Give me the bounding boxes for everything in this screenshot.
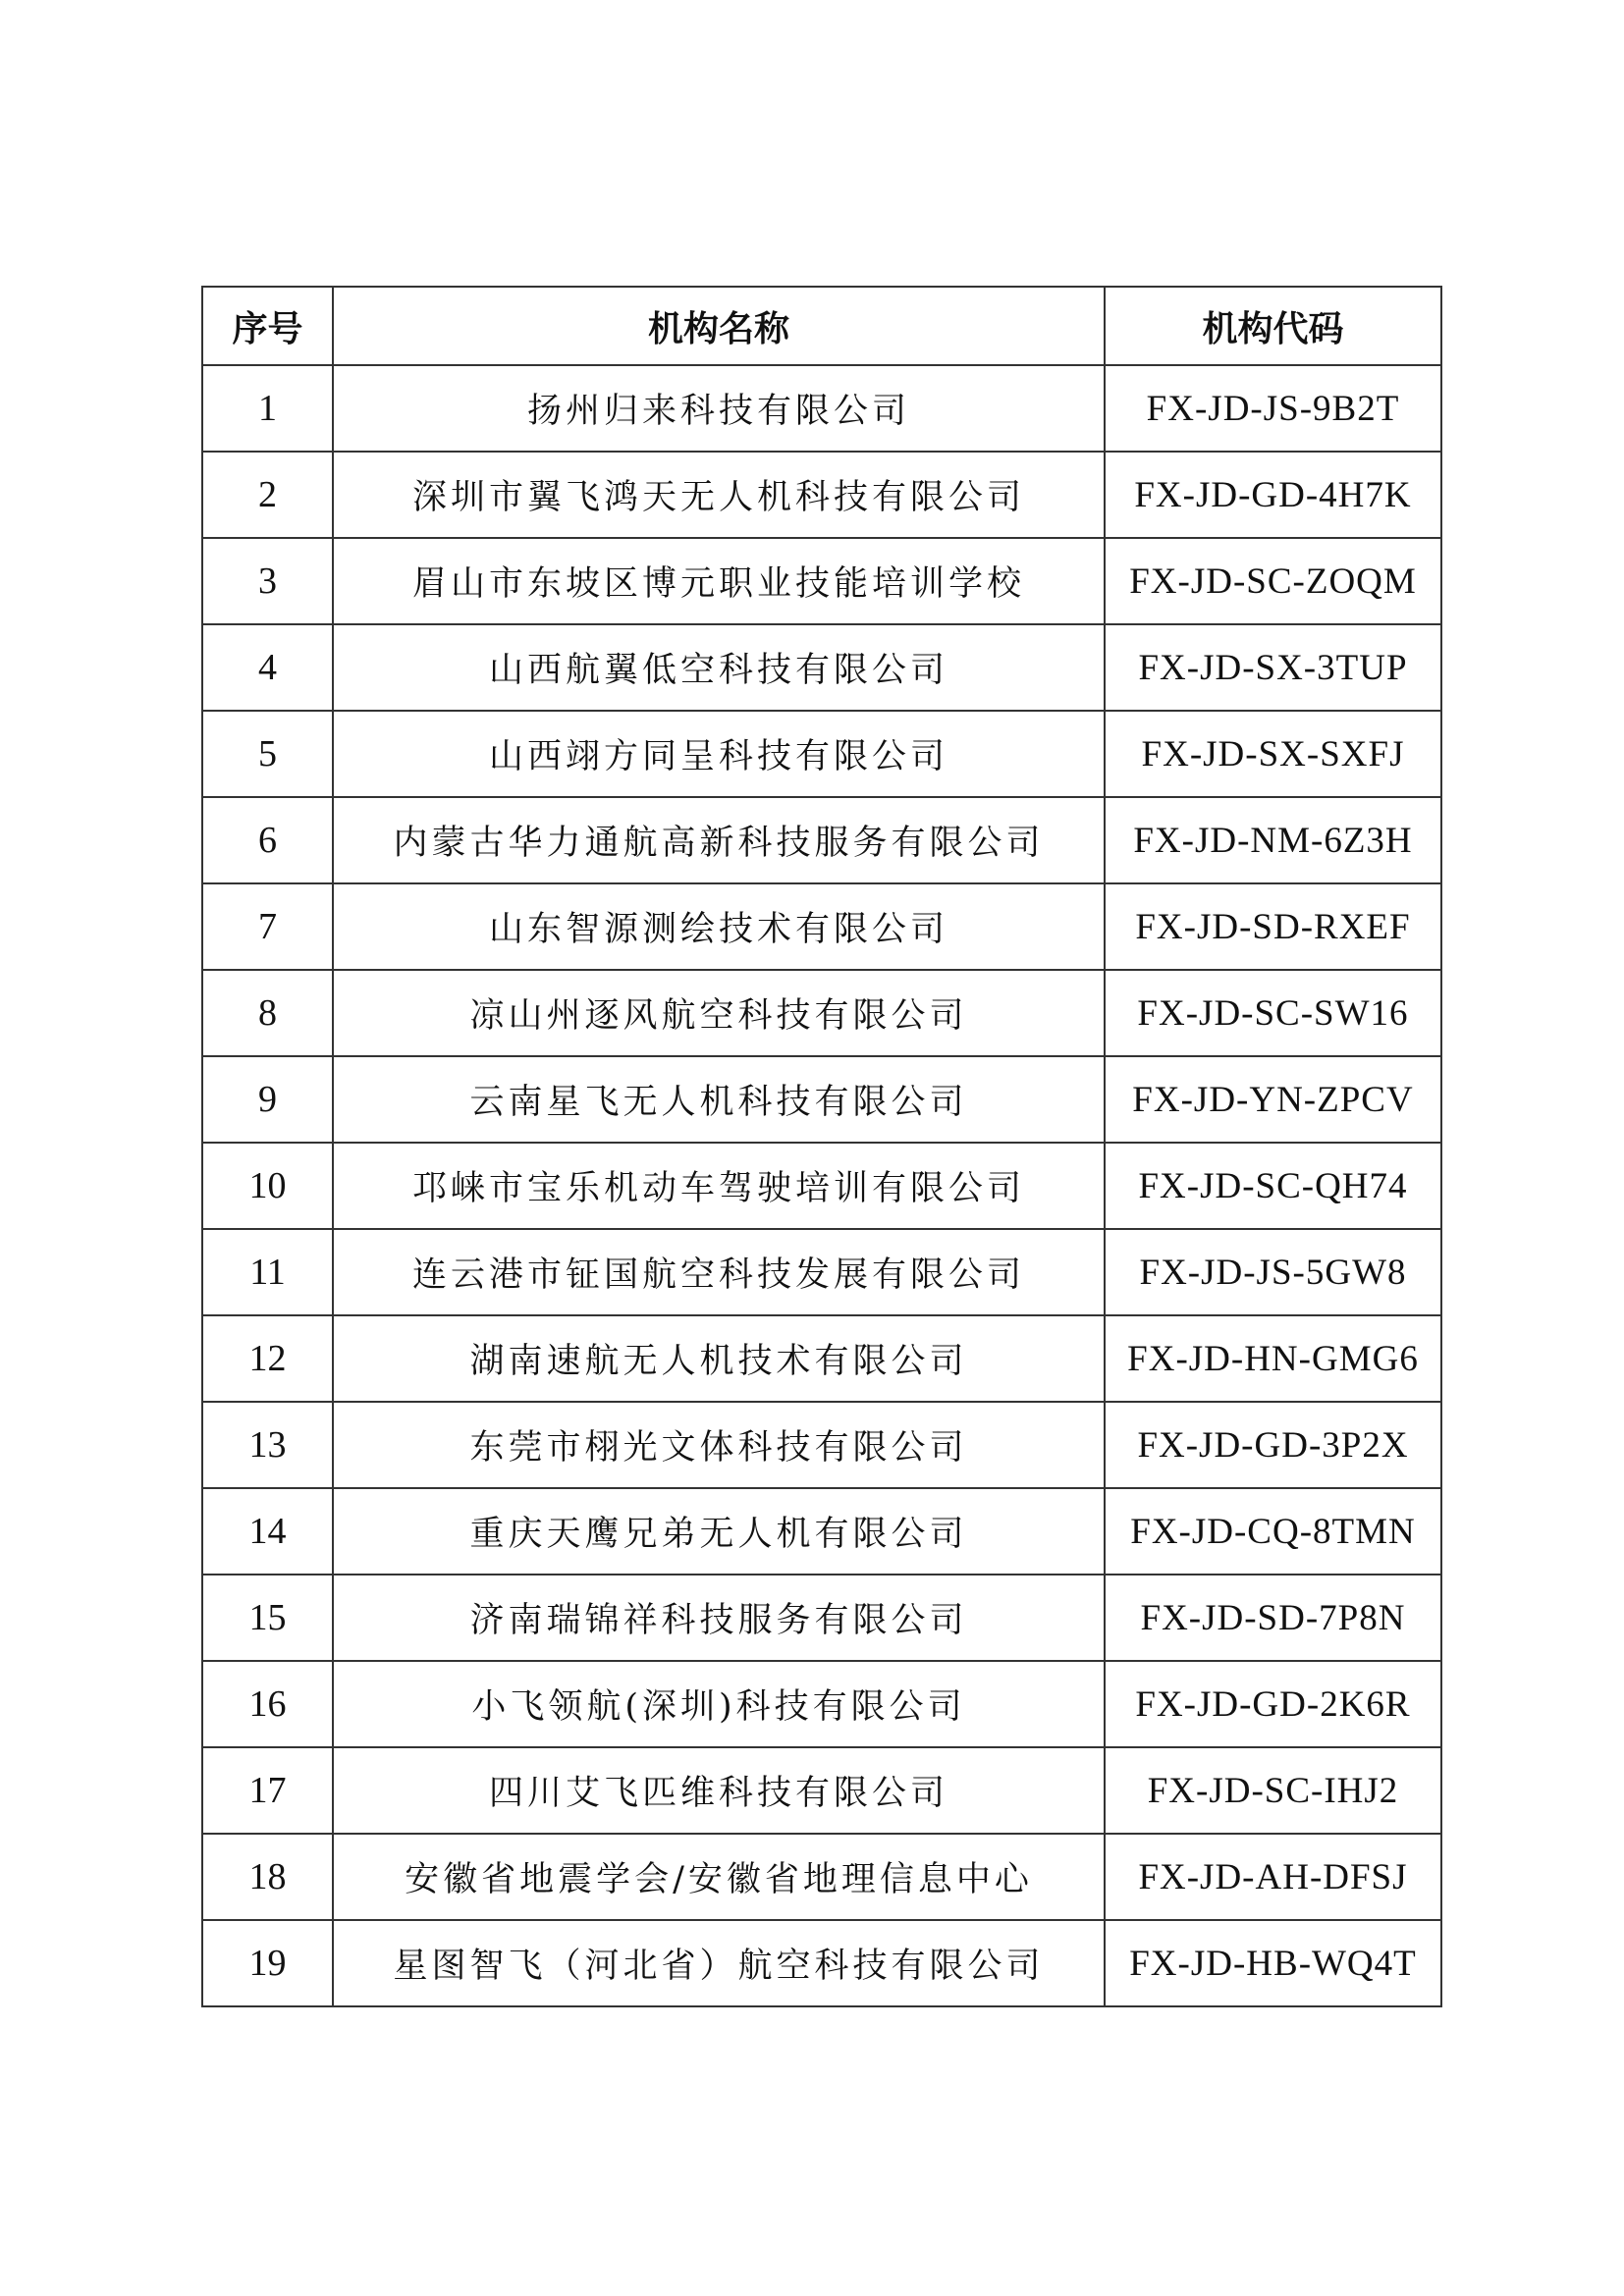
cell-code: FX-JD-SC-QH74 bbox=[1105, 1143, 1441, 1229]
cell-name: 深圳市翼飞鸿天无人机科技有限公司 bbox=[333, 452, 1105, 538]
table-header bbox=[202, 287, 1441, 365]
cell-index: 13 bbox=[202, 1402, 333, 1488]
header-name: 机构名称 bbox=[333, 287, 1105, 365]
table-row bbox=[202, 1747, 1441, 1834]
cell-index: 11 bbox=[202, 1229, 333, 1315]
table-row bbox=[202, 452, 1441, 538]
cell-code: FX-JD-SX-SXFJ bbox=[1105, 711, 1441, 797]
cell-index: 12 bbox=[202, 1315, 333, 1402]
cell-code: FX-JD-NM-6Z3H bbox=[1105, 797, 1441, 883]
cell-index: 7 bbox=[202, 883, 333, 970]
cell-name: 四川艾飞匹维科技有限公司 bbox=[333, 1747, 1105, 1834]
cell-code: FX-JD-SC-ZOQM bbox=[1105, 538, 1441, 624]
cell-name: 扬州归来科技有限公司 bbox=[333, 365, 1105, 452]
cell-name: 小飞领航(深圳)科技有限公司 bbox=[333, 1661, 1105, 1747]
cell-index: 5 bbox=[202, 711, 333, 797]
cell-code: FX-JD-JS-5GW8 bbox=[1105, 1229, 1441, 1315]
header-row bbox=[202, 287, 1441, 365]
cell-index: 15 bbox=[202, 1575, 333, 1661]
cell-index: 3 bbox=[202, 538, 333, 624]
table-row bbox=[202, 1056, 1441, 1143]
cell-name: 眉山市东坡区博元职业技能培训学校 bbox=[333, 538, 1105, 624]
cell-name: 济南瑞锦祥科技服务有限公司 bbox=[333, 1575, 1105, 1661]
table-row bbox=[202, 1402, 1441, 1488]
cell-index: 14 bbox=[202, 1488, 333, 1575]
table-row bbox=[202, 1834, 1441, 1920]
table-row bbox=[202, 538, 1441, 624]
cell-name: 连云港市钲国航空科技发展有限公司 bbox=[333, 1229, 1105, 1315]
table-row bbox=[202, 970, 1441, 1056]
cell-code: FX-JD-AH-DFSJ bbox=[1105, 1834, 1441, 1920]
table-row bbox=[202, 1661, 1441, 1747]
cell-index: 10 bbox=[202, 1143, 333, 1229]
cell-name: 云南星飞无人机科技有限公司 bbox=[333, 1056, 1105, 1143]
cell-code: FX-JD-GD-3P2X bbox=[1105, 1402, 1441, 1488]
cell-index: 16 bbox=[202, 1661, 333, 1747]
cell-name: 安徽省地震学会/安徽省地理信息中心 bbox=[333, 1834, 1105, 1920]
table-row bbox=[202, 624, 1441, 711]
table-row bbox=[202, 365, 1441, 452]
header-code: 机构代码 bbox=[1105, 287, 1441, 365]
cell-index: 17 bbox=[202, 1747, 333, 1834]
table-row bbox=[202, 1315, 1441, 1402]
organization-table bbox=[201, 286, 1442, 2007]
table-row bbox=[202, 797, 1441, 883]
cell-index: 18 bbox=[202, 1834, 333, 1920]
cell-index: 19 bbox=[202, 1920, 333, 2006]
cell-name: 山西航翼低空科技有限公司 bbox=[333, 624, 1105, 711]
cell-code: FX-JD-SX-3TUP bbox=[1105, 624, 1441, 711]
cell-index: 8 bbox=[202, 970, 333, 1056]
table-row bbox=[202, 711, 1441, 797]
table-body bbox=[202, 365, 1441, 2006]
table-row bbox=[202, 1229, 1441, 1315]
cell-index: 2 bbox=[202, 452, 333, 538]
table-row bbox=[202, 1488, 1441, 1575]
table-row bbox=[202, 1575, 1441, 1661]
cell-index: 9 bbox=[202, 1056, 333, 1143]
table-row bbox=[202, 1143, 1441, 1229]
cell-code: FX-JD-CQ-8TMN bbox=[1105, 1488, 1441, 1575]
cell-index: 4 bbox=[202, 624, 333, 711]
cell-name: 山西翊方同呈科技有限公司 bbox=[333, 711, 1105, 797]
cell-name: 重庆天鹰兄弟无人机有限公司 bbox=[333, 1488, 1105, 1575]
cell-code: FX-JD-SD-7P8N bbox=[1105, 1575, 1441, 1661]
cell-name: 星图智飞（河北省）航空科技有限公司 bbox=[333, 1920, 1105, 2006]
cell-code: FX-JD-HB-WQ4T bbox=[1105, 1920, 1441, 2006]
table-row bbox=[202, 883, 1441, 970]
cell-code: FX-JD-YN-ZPCV bbox=[1105, 1056, 1441, 1143]
cell-name: 山东智源测绘技术有限公司 bbox=[333, 883, 1105, 970]
cell-index: 6 bbox=[202, 797, 333, 883]
cell-name: 内蒙古华力通航高新科技服务有限公司 bbox=[333, 797, 1105, 883]
cell-code: FX-JD-SC-IHJ2 bbox=[1105, 1747, 1441, 1834]
header-index: 序号 bbox=[202, 287, 333, 365]
cell-code: FX-JD-HN-GMG6 bbox=[1105, 1315, 1441, 1402]
cell-code: FX-JD-SC-SW16 bbox=[1105, 970, 1441, 1056]
cell-name: 凉山州逐风航空科技有限公司 bbox=[333, 970, 1105, 1056]
cell-name: 邛崃市宝乐机动车驾驶培训有限公司 bbox=[333, 1143, 1105, 1229]
cell-code: FX-JD-GD-2K6R bbox=[1105, 1661, 1441, 1747]
cell-name: 湖南速航无人机技术有限公司 bbox=[333, 1315, 1105, 1402]
cell-code: FX-JD-SD-RXEF bbox=[1105, 883, 1441, 970]
table-row bbox=[202, 1920, 1441, 2006]
cell-name: 东莞市栩光文体科技有限公司 bbox=[333, 1402, 1105, 1488]
cell-code: FX-JD-JS-9B2T bbox=[1105, 365, 1441, 452]
cell-index: 1 bbox=[202, 365, 333, 452]
cell-code: FX-JD-GD-4H7K bbox=[1105, 452, 1441, 538]
